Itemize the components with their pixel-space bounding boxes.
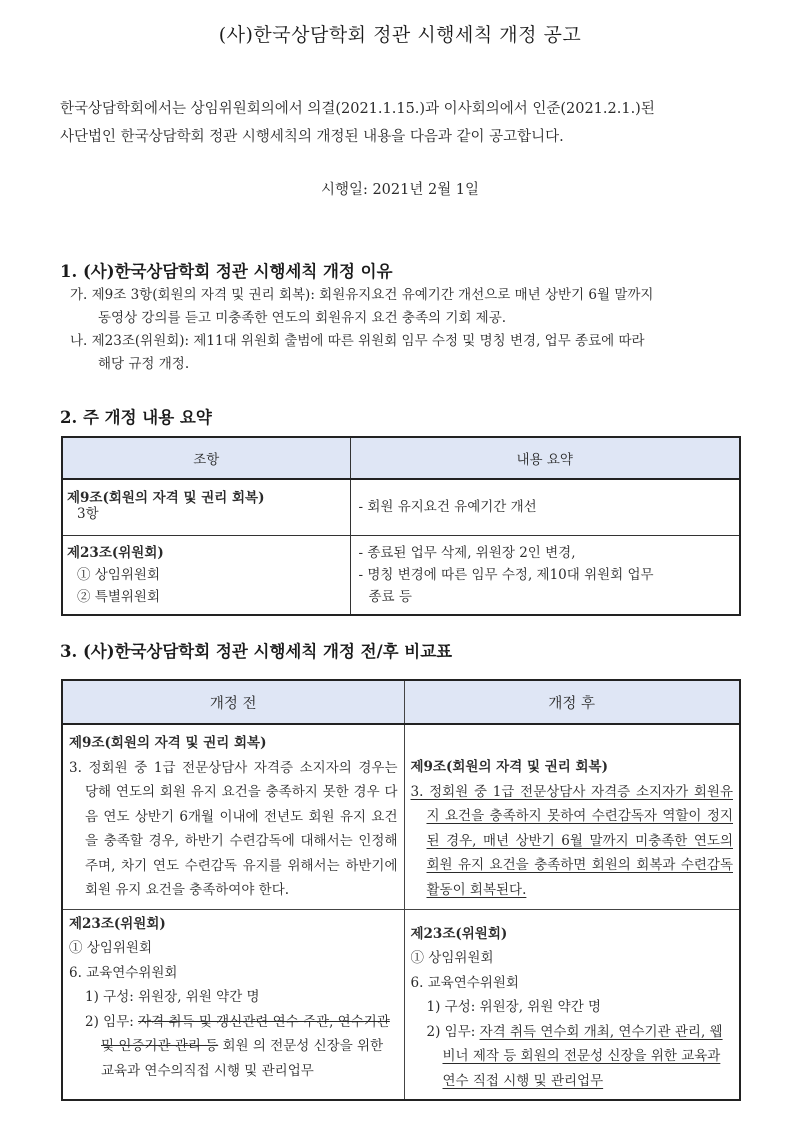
reason-line: 해당 규정 개정. — [98, 356, 190, 372]
summary-header-row — [62, 437, 740, 479]
article-line: 1) 구성: 위원장, 위원 약간 명 — [426, 999, 602, 1015]
table-row — [62, 724, 740, 909]
article-line: ① 상임위원회 — [69, 940, 152, 956]
before-cell — [62, 724, 404, 909]
article-title: 제9조(회원의 자격 및 권리 회복) — [69, 735, 267, 751]
section2-heading: 2. 주 개정 내용 요약 — [60, 408, 212, 427]
section3-heading: 3. (사)한국상담학회 정관 시행세칙 개정 전/후 비교표 — [60, 642, 453, 661]
comparison-table — [61, 679, 741, 1101]
table-row — [62, 535, 740, 615]
article-line: ① 상임위원회 — [410, 950, 494, 966]
duty-text — [69, 1010, 398, 1084]
after-cell — [404, 724, 740, 909]
reason-line: 나. 제23조(위원회): 제11대 위원회 출범에 따른 위원회 임무 수정 및 명칭 변경, 업무 종료에 따라 — [70, 333, 645, 349]
table-row — [62, 909, 740, 1100]
revision-reasons — [70, 284, 760, 376]
article-text-revised: 3. 정회원 중 1급 전문상담사 자격증 소지자가 회원유지 요건을 충족하지 못하여 수련감독자 역할이 정지된 경우, 매년 상반기 6월 말까지 미충족한 연도의 회원 유지 요건을 충족하면 회원의 회복과 수련감독 활동이 회복된다. — [410, 783, 733, 898]
deleted-text: 자격 취득 및 갱신관련 연수 주관, 연수기관 및 인증기관 관리 등 — [101, 1013, 390, 1054]
reason-line: 동영상 강의를 듣고 미충족한 연도의 회원유지 요건 충족의 기회 제공. — [98, 310, 507, 326]
article-sub: ① 상임위원회 — [77, 566, 160, 583]
article-title: 제9조(회원의 자격 및 권리 회복) — [410, 759, 608, 775]
intro-line: 한국상담학회에서는 상임위원회의에서 의결(2021.1.15.)과 이사회의에서 인준(2021.2.1.)된 — [60, 101, 655, 117]
article-line: 6. 교육연수위원회 — [69, 964, 178, 981]
duty-text — [411, 1020, 734, 1094]
summary-line: - 회원 유지요건 유예기간 개선 — [358, 499, 537, 516]
reason-item — [70, 330, 760, 376]
reason-line: 가. 제9조 3항(회원의 자격 및 권리 회복): 회원유지요건 유예기간 개선으로 매년 상반기 6월 말까지 — [70, 287, 654, 303]
column-header-after: 개정 후 — [404, 680, 740, 724]
article-title: 제23조(위원회) — [67, 544, 164, 561]
summary-line: - 종료된 업무 삭제, 위원장 2인 변경, — [358, 544, 576, 561]
summary-table — [61, 436, 741, 616]
duty-label: 2) 임무: — [426, 1023, 480, 1040]
before-cell — [62, 909, 404, 1100]
article-line: 1) 구성: 위원장, 위원 약간 명 — [85, 989, 260, 1005]
summary-line: - 명칭 변경에 따른 임무 수정, 제10대 위원회 업무 — [358, 566, 654, 583]
article-line: 6. 교육연수위원회 — [410, 974, 519, 991]
comparison-header-row — [62, 680, 740, 724]
table-row — [62, 479, 740, 535]
column-header: 조항 — [62, 437, 350, 479]
column-header-before: 개정 전 — [62, 680, 404, 724]
article-text: 3. 정회원 중 1급 전문상담사 자격증 소지자의 경우는 당해 연도의 회원 유지 요건을 충족하지 못한 경우 다음 연도 상반기 6개월 이내에 전년도 회원 유지 요건을 충족할 경우, 하반기 수련감독에 대해서는 인정해 주며, 차기 연도 수련감독 유지를 위해서는 하반기에 회원 유지 요건을 충족하여야 한다. — [69, 759, 398, 898]
summary-cell — [350, 535, 740, 615]
summary-line: 종료 등 — [368, 588, 412, 605]
section1-heading: 1. (사)한국상담학회 정관 시행세칙 개정 이유 — [60, 262, 393, 281]
duty-label: 2) 임무: — [85, 1013, 139, 1030]
article-cell — [62, 535, 350, 615]
intro-line: 사단법인 한국상담학회 정관 시행세칙의 개정된 내용을 다음과 같이 공고합니다. — [60, 129, 564, 145]
article-sub: 3항 — [77, 506, 99, 522]
after-cell — [404, 909, 740, 1100]
intro-paragraph — [60, 95, 750, 151]
revised-text: 자격 취득 연수회 개최, 연수기관 관리, 웹비너 제작 등 회원의 전문성 신장을 위한 교육과 연수 직접 시행 및 관리업무 — [442, 1023, 723, 1089]
article-title: 제23조(위원회) — [69, 915, 166, 932]
article-cell — [62, 479, 350, 535]
article-title: 제23조(위원회) — [410, 925, 508, 942]
article-title: 제9조(회원의 자격 및 권리 회복) — [67, 490, 265, 506]
article-sub: ② 특별위원회 — [77, 588, 160, 605]
effective-date: 시행일: 2021년 2월 1일 — [320, 182, 480, 198]
reason-item — [70, 284, 760, 330]
duty-rest: 회원 의 전문성 신장을 위한 교육과 연수의직접 시행 및 관리업무 — [101, 1038, 384, 1079]
summary-cell — [350, 479, 740, 535]
column-header: 내용 요약 — [350, 437, 740, 479]
document-title: (사)한국상담학회 정관 시행세칙 개정 공고 — [218, 24, 582, 46]
